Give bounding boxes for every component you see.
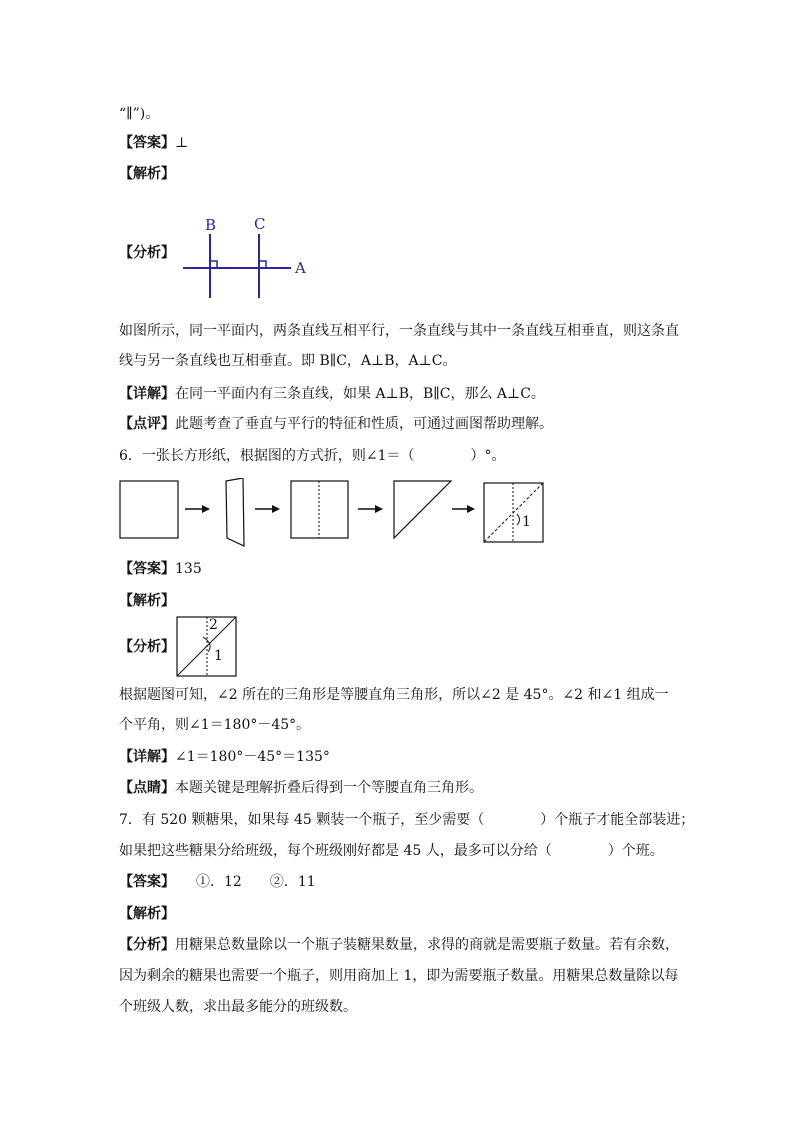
key-point-line: 【点睛】本题关键是理解折叠后得到一个等腰直角三角形。 [119,780,483,796]
folding-paper [226,478,244,546]
analysis-heading: 【解析】 [119,906,175,922]
comment-line: 【点评】此题考查了垂直与平行的特征和性质，可通过画图帮助理解。 [119,416,553,432]
analysis-line: 【分析】 [119,245,175,261]
paragraph: 根据题图可知，∠2 所在的三角形是等腰直角三角形，所以∠2 是 45°。∠2 和∠1 组成一 [119,687,669,703]
question-7: 7．有 520 颗糖果，如果每 45 颗装一个瓶子，至少需要（ ）个瓶子才能全部装进； [119,812,695,828]
detail-line: 【详解】在同一平面内有三条直线，如果 A⊥B，B∥C，那么 A⊥C。 [119,386,545,402]
angle-analysis-figure [174,614,240,680]
question-7: 如果把这些糖果分给班级，每个班级刚好都是 45 人，最多可以分给（ ）个班。 [119,843,664,859]
paragraph: 如图所示，同一平面内，两条直线互相平行，一条直线与其中一条直线互相垂直，则这条直 [119,323,679,339]
perpendicular-lines-figure [178,212,318,304]
angle-arc [517,514,520,525]
square-paper [120,481,178,538]
paragraph: 线与另一条直线也互相垂直。即 B∥C，A⊥B，A⊥C。 [119,353,457,369]
angle-1-label: 1 [214,648,223,664]
detail-line: 【详解】∠1＝180°－45°＝135° [119,749,330,765]
analysis-line: 【分析】用糖果总数量除以一个瓶子装糖果数量，求得的商就是需要瓶子数量。若有余数， [119,937,679,953]
folding-steps-figure [118,478,548,548]
arrow-icon [375,505,383,513]
answer-line [119,133,188,153]
label-b: B [205,216,217,234]
arrow-icon [467,505,475,513]
paragraph: 个平角，则∠1＝180°－45°。 [119,717,311,733]
analysis-line: 【分析】 [119,639,175,655]
angle-2-label: 2 [209,617,218,633]
paragraph: 个班级人数，求出最多能分的班级数。 [119,999,357,1015]
arrow-icon [202,505,210,513]
answer-line: 【答案】135 [119,561,202,577]
answer-line: 【答案】 ①．12 ②．11 [119,874,316,890]
arrow-icon [272,505,280,513]
triangle-fold [394,481,451,538]
right-angle-mark [259,261,266,268]
analysis-heading: 【解析】 [119,166,175,182]
text-line: “∥”)。 [119,106,160,122]
analysis-heading: 【解析】 [119,593,175,609]
label-a: A [295,259,306,277]
right-angle-mark [210,261,217,268]
angle-label: 1 [522,514,531,530]
question-6: 6．一张长方形纸，根据图的方式折，则∠1＝（ ）°。 [119,448,506,464]
answer-tag: 【答案】 [119,135,175,151]
label-c: C [254,215,266,233]
answer-text: ⊥ [175,135,189,151]
paragraph: 因为剩余的糖果也需要一个瓶子，则用商加上 1，即为需要瓶子数量。用糖果总数量除以每 [119,968,679,984]
